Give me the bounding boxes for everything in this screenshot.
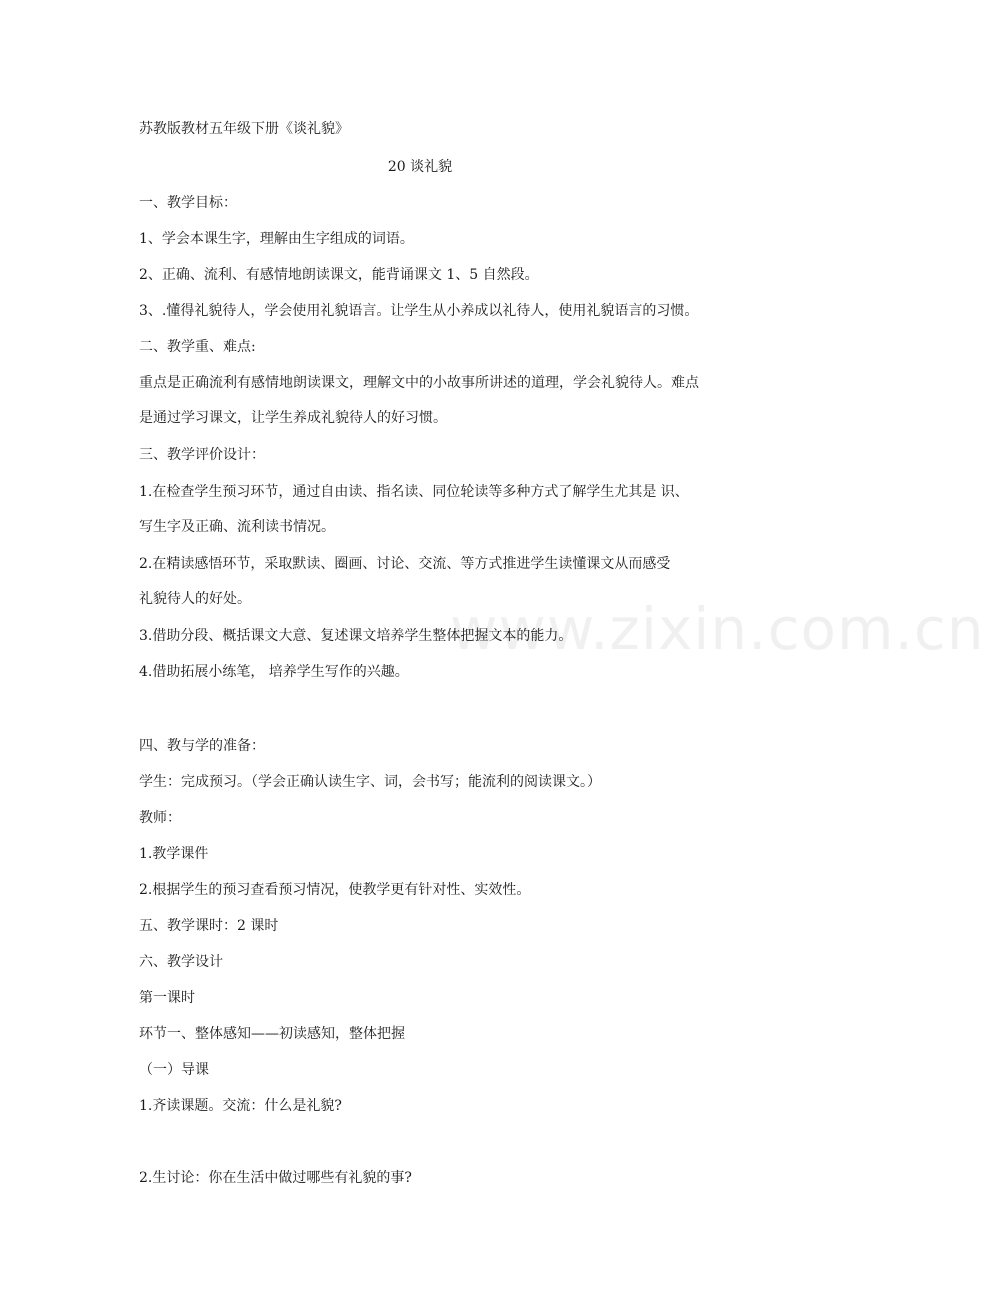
section-heading-design: 六、教学设计 [139, 954, 223, 970]
paragraph-line: 2.在精读感悟环节，采取默读、圈画、讨论、交流、等方式推进学生读懂课文从而感受 [139, 556, 671, 572]
paragraph-line: 2.生讨论：你在生活中做过哪些有礼貌的事? [139, 1170, 412, 1186]
paragraph-line: 礼貌待人的好处。 [139, 591, 251, 607]
paragraph-line: 学生：完成预习。（学会正确认读生字、词，会书写；能流利的阅读课文。） [139, 774, 601, 790]
paragraph-line: 3、.懂得礼貌待人，学会使用礼貌语言。让学生从小养成以礼待人，使用礼貌语言的习惯。 [139, 303, 699, 319]
paragraph-line: 教师： [139, 810, 181, 826]
paragraph-line: 3.借助分段、概括课文大意、复述课文培养学生整体把握文本的能力。 [139, 628, 573, 644]
paragraph-line: 2.根据学生的预习查看预习情况，使教学更有针对性、实效性。 [139, 882, 531, 898]
paragraph-line: 4.借助拓展小练笔， 培养学生写作的兴趣。 [139, 664, 409, 680]
section-heading-focus: 二、教学重、难点: [139, 339, 256, 355]
paragraph-line: 1.在检查学生预习环节，通过自由读、指名读、同位轮读等多种方式了解学生尤其是 识、 [139, 484, 689, 500]
paragraph-line: 1、学会本课生字，理解由生字组成的词语。 [139, 231, 414, 247]
document-title: 20 谈礼貌 [387, 159, 453, 175]
paragraph-line: 环节一、整体感知——初读感知，整体把握 [139, 1026, 405, 1042]
paragraph-line: （一）导课 [139, 1062, 209, 1078]
paragraph-line: 第一课时 [139, 990, 195, 1006]
section-heading-evaluation: 三、教学评价设计： [139, 447, 265, 463]
paragraph-line: 2、正确、流利、有感情地朗读课文，能背诵课文 1、5 自然段。 [139, 267, 539, 283]
paragraph-line: 是通过学习课文，让学生养成礼貌待人的好习惯。 [139, 410, 447, 426]
paragraph-line: 1.教学课件 [139, 846, 209, 862]
section-heading-goals: 一、教学目标： [139, 195, 237, 211]
paragraph-line: 写生字及正确、流利读书情况。 [139, 519, 335, 535]
watermark: www.zixin.com.cn [450, 595, 985, 663]
paragraph-line: 重点是正确流利有感情地朗读课文，理解文中的小故事所讲述的道理，学会礼貌待人。难点 [139, 375, 699, 391]
document-header: 苏教版教材五年级下册《谈礼貌》 [139, 121, 349, 137]
paragraph-line: 1.齐读课题。交流：什么是礼貌? [139, 1098, 342, 1114]
section-heading-hours: 五、教学课时：2 课时 [139, 918, 279, 934]
section-heading-preparation: 四、教与学的准备： [139, 738, 265, 754]
